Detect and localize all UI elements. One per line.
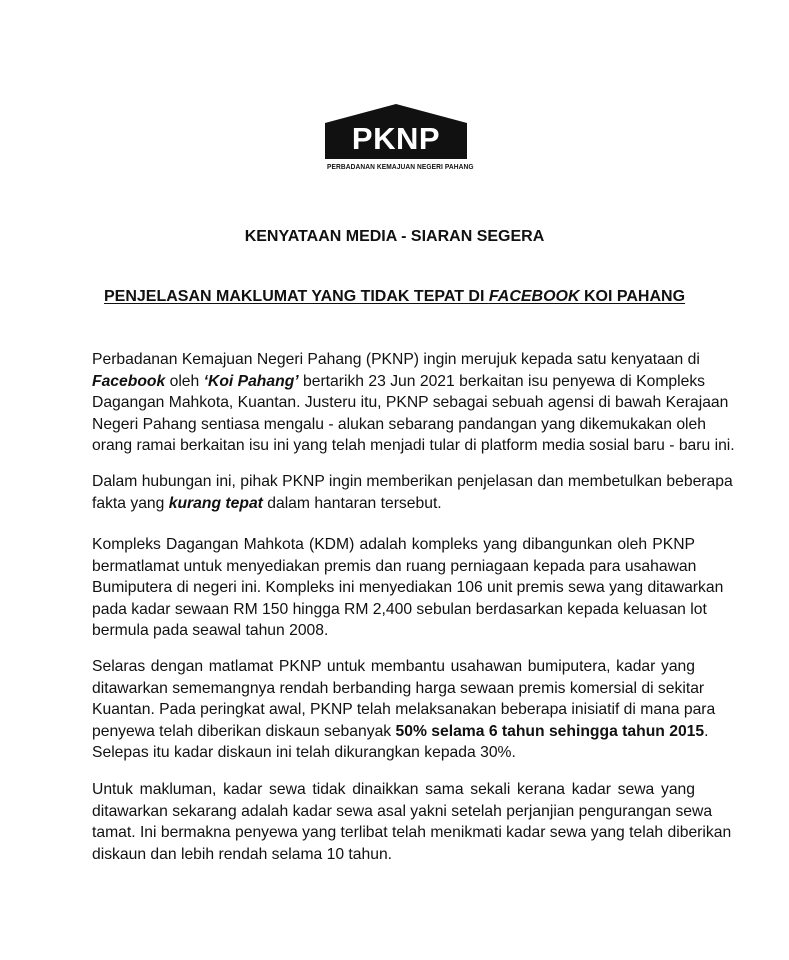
p1-line-4: Negeri Pahang sentiasa mengalu - alukan sebarang pandangan yang dikemukakan oleh xyxy=(92,415,706,433)
p3-line-4: pada kadar sewaan RM 150 hingga RM 2,400 sebulan berdasarkan kepada keluasan lot xyxy=(92,600,707,618)
p4-line-5: Selepas itu kadar diskaun ini telah dikurangkan kepada 30%. xyxy=(92,744,516,761)
paragraph-4 xyxy=(92,656,716,764)
subtitle-suffix: KOI PAHANG xyxy=(579,288,686,305)
page-title: KENYATAAN MEDIA - SIARAN SEGERA xyxy=(244,228,545,245)
p4-line-4 xyxy=(92,721,709,743)
p4-line-3: Kuantan. Pada peringkat awal, PKNP telah melaksanakan beberapa inisiatif di mana para xyxy=(92,701,716,718)
p5-line-1: Untuk makluman, kadar sewa tidak dinaikkan sama sekali kerana kadar sewa yang xyxy=(92,781,695,798)
paragraph-2 xyxy=(92,471,733,514)
p3-line-5: bermula pada seawal tahun 2008. xyxy=(92,622,329,639)
paragraph-5 xyxy=(92,779,732,865)
p2-line-2 xyxy=(92,493,695,515)
p5-line-2: ditawarkan sekarang adalah kadar sewa asal yakni setelah perjanjian pengurangan sewa xyxy=(92,802,713,820)
subtitle-text xyxy=(104,288,685,305)
paragraph-3 xyxy=(92,534,724,642)
p1-line-1: Perbadanan Kemajuan Negeri Pahang (PKNP) ingin merujuk kepada satu kenyataan di xyxy=(92,351,700,368)
p1-oleh: oleh xyxy=(165,372,204,390)
logo-text: PKNP xyxy=(351,121,441,156)
p1-koi-pahang: ‘Koi Pahang’ xyxy=(203,372,299,390)
paragraph-1 xyxy=(92,349,735,457)
p4-post: . xyxy=(704,722,709,740)
p5-line-3: tamat. Ini bermakna penyewa yang terlibat telah menikmati kadar sewa yang telah diberikan xyxy=(92,824,732,841)
p1-line-5: orang ramai berkaitan isu ini yang telah menjadi tular di platform media sosial baru - baru ini. xyxy=(92,437,735,454)
p2-post: dalam hantaran tersebut. xyxy=(262,494,442,512)
p2-pre: fakta yang xyxy=(92,494,169,512)
p3-line-3: Bumiputera di negeri ini. Kompleks ini menyediakan 106 unit premis sewa yang ditawarkan xyxy=(92,579,724,596)
p4-pre: penyewa telah diberikan diskaun sebanyak xyxy=(92,722,396,740)
pknp-logo-mark xyxy=(321,102,471,162)
p4-line-2: ditawarkan sememangnya rendah berbanding harga sewaan premis komersial di sekitar xyxy=(92,679,705,697)
p2-line-1: Dalam hubungan ini, pihak PKNP ingin memberikan penjelasan dan membetulkan beberapa xyxy=(92,473,733,490)
p4-bold: 50% selama 6 tahun sehingga tahun 2015 xyxy=(395,722,705,740)
document-subtitle xyxy=(0,288,789,306)
pknp-logo xyxy=(321,102,474,172)
p1-facebook: Facebook xyxy=(92,372,166,390)
p3-line-2: bermatlamat untuk menyediakan premis dan ruang perniagaan kepada para usahawan xyxy=(92,557,697,575)
subtitle-prefix: PENJELASAN MAKLUMAT YANG TIDAK TEPAT DI xyxy=(103,288,489,305)
p5-line-4: diskaun dan lebih rendah selama 10 tahun. xyxy=(92,845,393,863)
p2-emphasis: kurang tepat xyxy=(168,494,263,512)
p3-line-1: Kompleks Dagangan Mahkota (KDM) adalah kompleks yang dibangunkan oleh PKNP xyxy=(92,536,695,553)
p1-line-2-rest: bertarikh 23 Jun 2021 berkaitan isu penyewa di Kompleks xyxy=(298,372,706,390)
logo-caption: PERBADANAN KEMAJUAN NEGERI PAHANG xyxy=(327,162,474,171)
subtitle-italic: FACEBOOK xyxy=(488,288,580,305)
p1-line-2 xyxy=(92,371,706,393)
p4-line-1: Selaras dengan matlamat PKNP untuk membantu usahawan bumiputera, kadar yang xyxy=(92,658,695,675)
p1-line-3: Dagangan Mahkota, Kuantan. Justeru itu, PKNP sebagai sebuah agensi di bawah Kerajaan xyxy=(92,394,729,411)
